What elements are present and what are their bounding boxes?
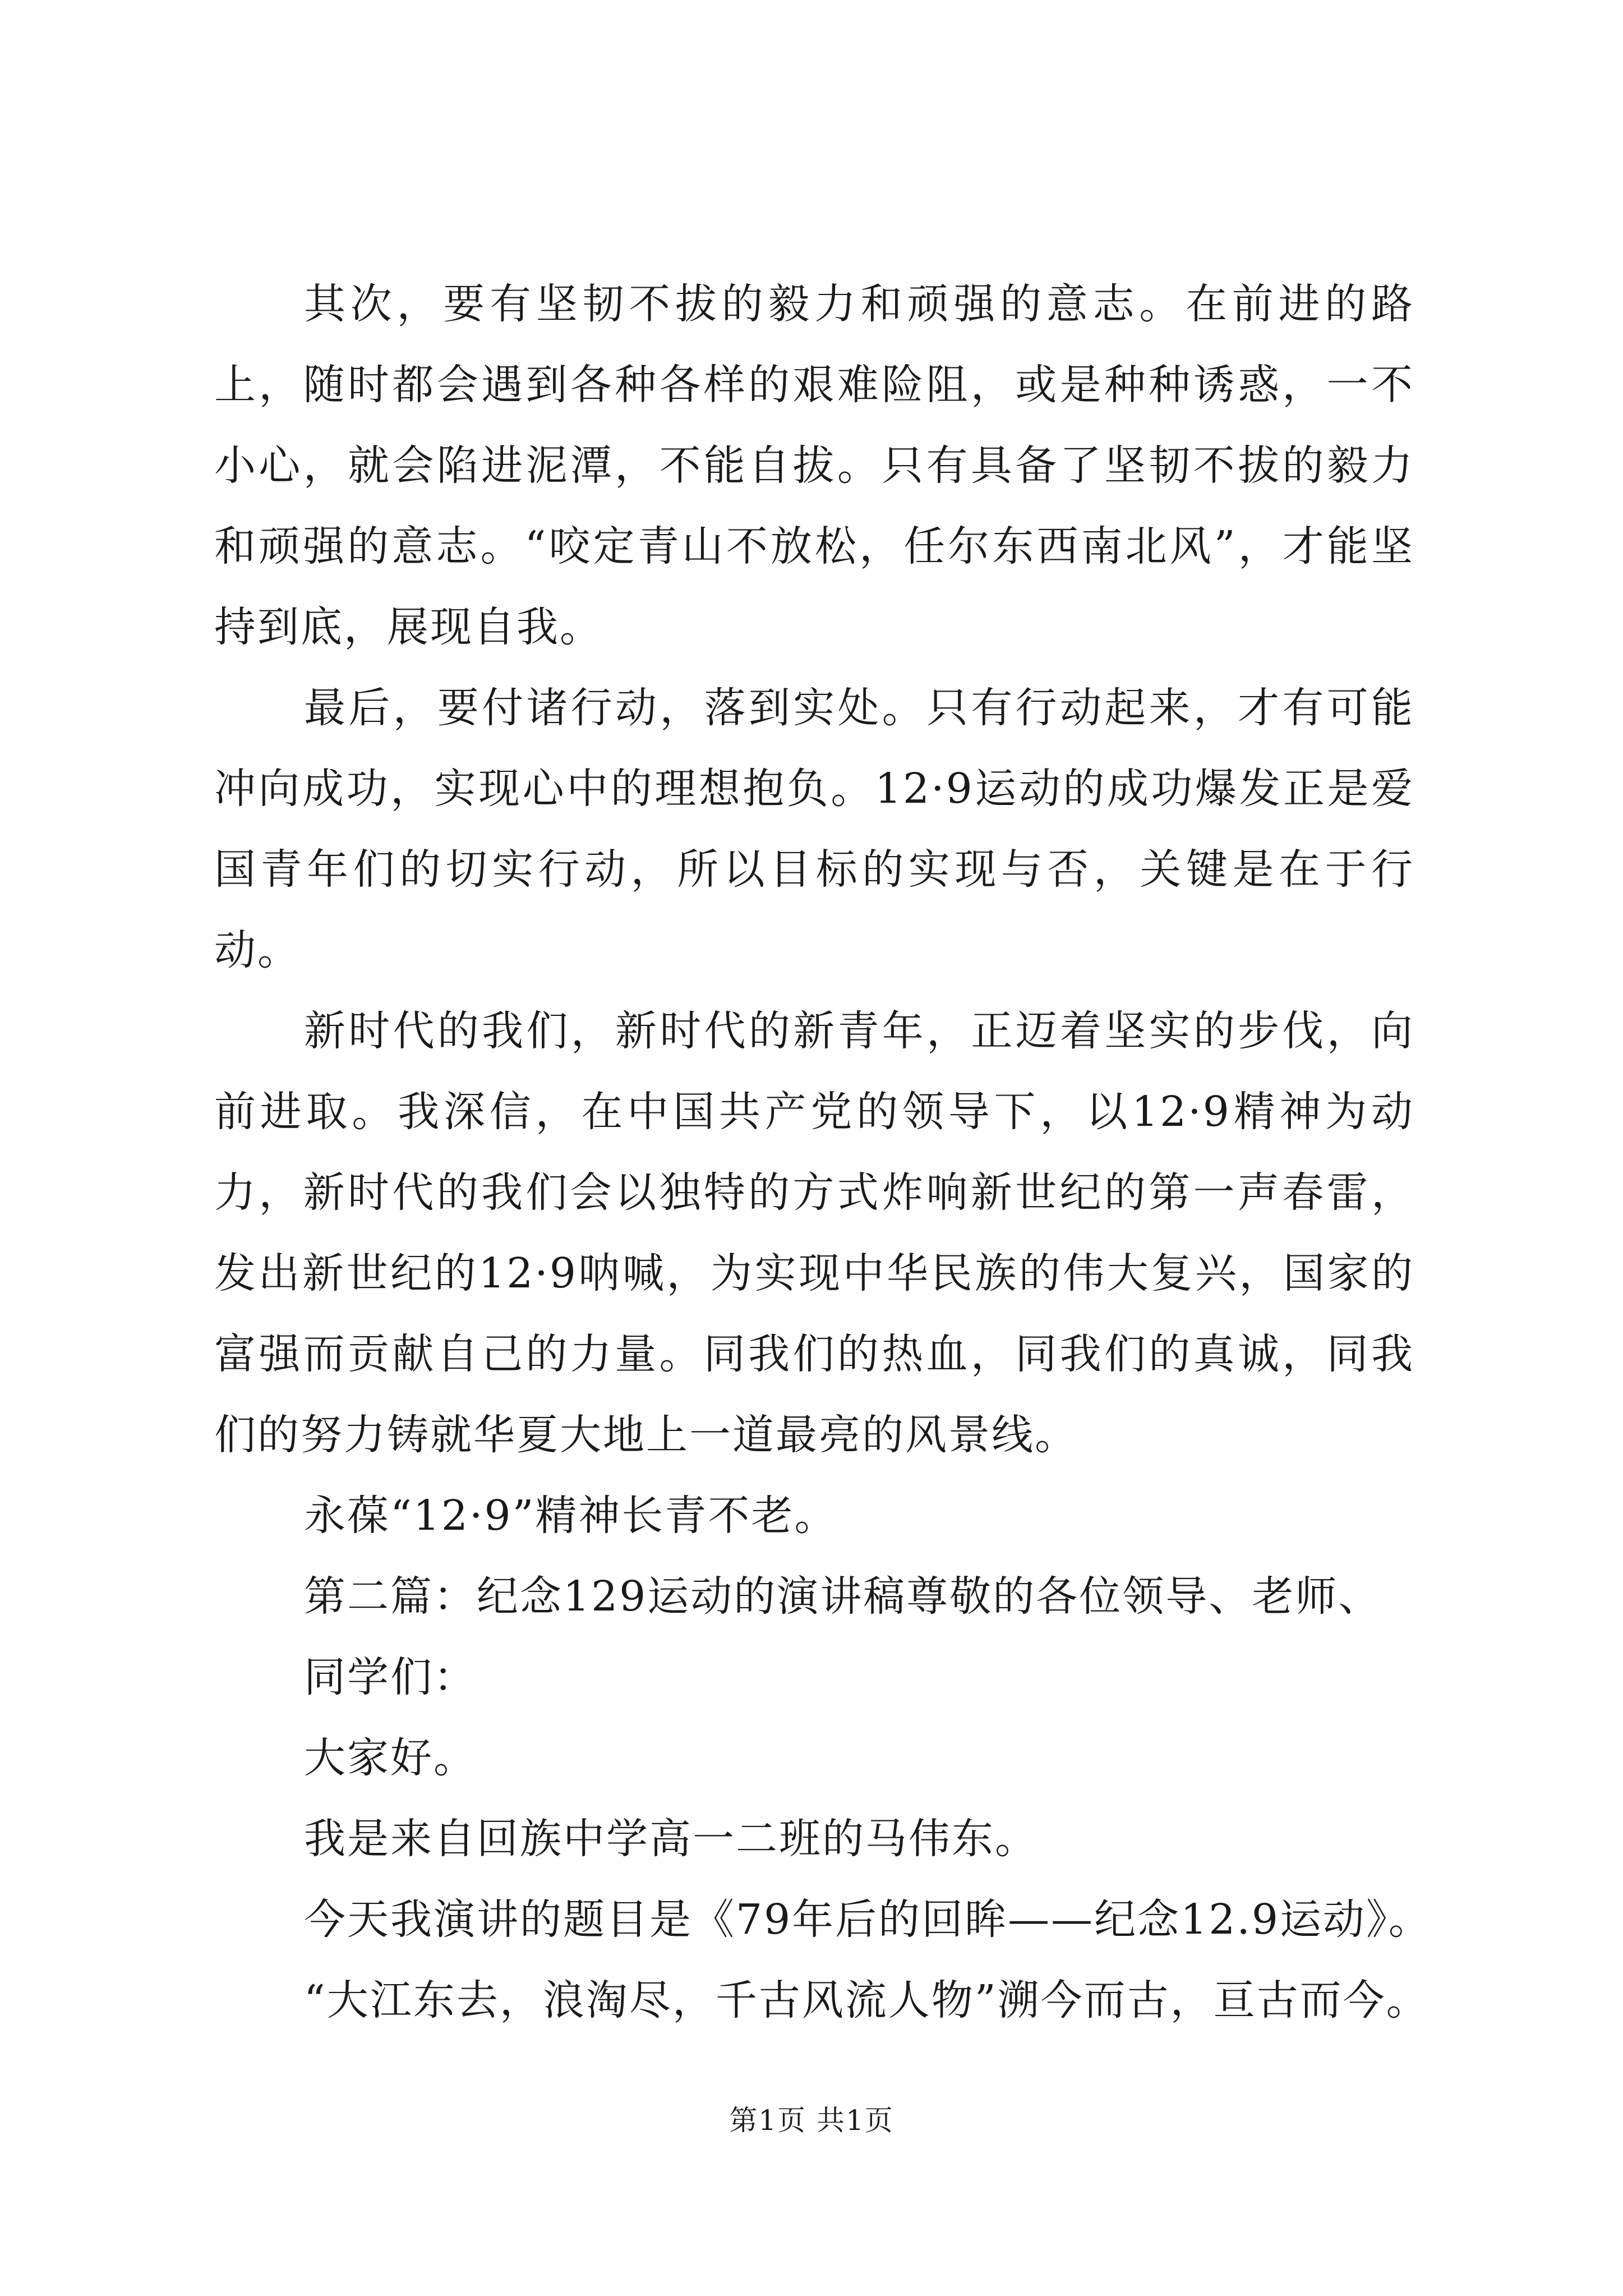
speech-topic: 今天我演讲的题目是《79年后的回眸——纪念12.9运动》。 [304,1895,1432,1944]
closing-line: 永葆“12·9”精神长青不老。 [304,1492,838,1540]
greeting: 大家好。 [304,1734,477,1782]
paragraph-new-era: 新时代的我们，新时代的新青年，正迈着坚实的步伐，向前进取。我深信，在中国共产党的领导下，以12·9精神为动力，新时代的我们会以独特的方式炸响新世纪的第一声春雷，发出新世纪的12·9呐喊，为实现中华民族的伟大复兴，国家的富强而贡献自己的力量。同我们的热血，同我们的真诚，同我们的努力铸就华夏大地上一道最亮的风景线。 [214,1007,1414,1459]
poem-quote-line: “大江东去，浪淘尽，千古风流人物”溯今而古，亘古而今。 [304,1976,1430,2024]
second-piece-title: 第二篇：纪念129运动的演讲稿尊敬的各位领导、老师、 [304,1572,1382,1621]
page-footer: 第1页 共1页 [729,2104,894,2137]
self-introduction: 我是来自回族中学高一二班的马伟东。 [304,1815,1038,1863]
salutation-continued: 同学们： [304,1653,477,1701]
document-body [214,264,1432,2041]
paragraph-action: 最后，要付诸行动，落到实处。只有行动起来，才有可能冲向成功，实现心中的理想抱负。12·9运动的成功爆发正是爱国青年们的切实行动，所以目标的实现与否，关键是在于行动。 [214,684,1414,974]
paragraph-perseverance: 其次，要有坚韧不拔的毅力和顽强的意志。在前进的路上，随时都会遇到各种各样的艰难险阻，或是种种诱惑，一不小心，就会陷进泥潭，不能自拔。只有具备了坚韧不拔的毅力和顽强的意志。“咬定青山不放松，任尔东西南北风”，才能坚持到底，展现自我。 [214,280,1414,651]
